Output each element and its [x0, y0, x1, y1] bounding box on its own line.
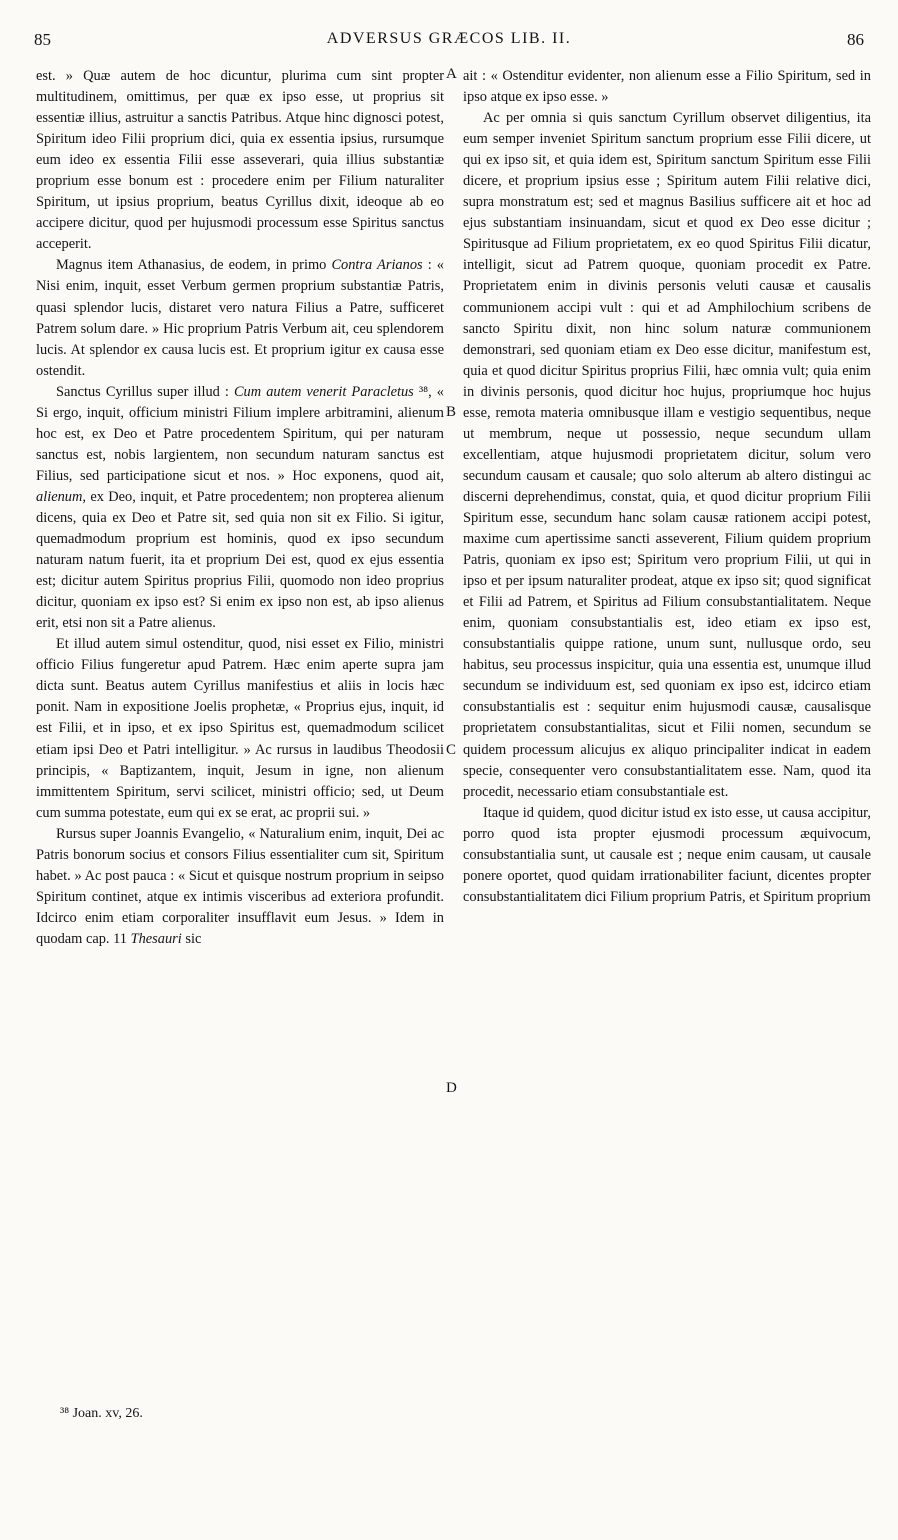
left-p3-text-c: , ex Deo, inquit, et Patre procedentem; non propterea alienum dicens, quia ex Deo et Patre sit, sed quia non sit ex Filio. Si igitur, quemadmodum proprium est hominis, quod ex ipso secundum naturam natum fuerit, ita et proprium Dei est, quod ex ejus essentia est; dicitur autem Spiritus proprius Filii, quomodo non ideo proprius dicitur, quoniam ex ipso est? Si enim ex ipso non est, ab ipso alienus erit, etsi non sit a Patre alienus.	[36, 488, 444, 632]
right-column	[463, 66, 871, 908]
right-paragraph-2: Ac per omnia si quis sanctum Cyrillum observet diligentius, ita eum semper inveniet Spiritum sanctum proprium esse Filii dicere, ut qui ex ipso sit, et quia idem est, Spiritum sanctum Spiritum esse Filii dicere, et proprium ipsius esse ; Spiritum autem Filii relative dici, supra monstratum est; sed et magnus Basilius sufficere ait et hoc ad ejus substantiam insinuandam, sicut et quod ex Deo esse dicitur ; Spiritusque ad Filium proprietatem, ex eo quod Spiritus Filii dicatur, intelligit, sicut ad Patrem quoque, quoniam procedit ex Patre. Proprietatem enim in divinis personis veluti causæ et causalis communionem accipi vult : qui et ad Amphilochium scribens de sancto Spiritu dixit, non hinc solum naturæ communionem demonstrari, sed quoniam etiam ex Deo esse dicitur, manifestum est, quia et quod dicitur Spiritus proprius Filii, hæc omnia vult; quia enim in divinis personis, quod dicitur hoc hujus, propriumque hoc hujus esse, remota materia omnibusque illam e vestigio sequentibus, neque ut membrum, neque ut possessio, neque secundum ullam excellentiam, atque hujusmodi proprietatem dicitur, solum vero secundum causam et causale; quo solo alterum ab altero distingui ac discerni deprehendimus, constat, quia, et quod dicitur proprium Filii Spiritum esse, secundum hanc solam causæ rationem accipi potest, maxime cum apertissime sancti asseverent, Filium quidem proprium Patris, quoniam ex ipso est; Spiritum vero proprium Filii, ut qui in ipso et per ipsum naturaliter prodeat, atque ex ipso sit; quod significat et Filii ad Patrem, et Spiritus ad Filium consubstantialitatem. Neque enim, quoniam consubstantialis est, ideo etiam ex ipso est, consubstantialis quippe ratione, unum sunt, nullusque ordo, seu habitus, seu processus inspicitur, quia una essentia est, unumque illud secundum se individuum est, sed quoniam ex ipso est, idcirco etiam consubstantialis est : sequitur enim hujusmodi causæ, causalisque proprietatem consubstantialitas, sicut et Filii nomen, secundum se quidem processum alicujus ex aliquo principaliter indicat in eadem specie, consequenter vero consubstantialitatem esse. Nam, quod ita procedit, necessario etiam consubstantiale est.	[463, 110, 871, 800]
left-p5-text-a: Rursus super Joannis Evangelio, « Naturalium enim, inquit, Dei ac Patris bonorum socius et consors Filius essentialiter cum sit, Spiritum habet. » Ac post pauca : « Sicut et quisque nostrum proprium in seipso Spiritum continet, atque ex intimis visceribus ad exteriora profundit. Idcirco enim etiam corporaliter insufflavit eum Jesus. » Idem in quodam cap. 11	[36, 825, 444, 947]
margin-marker-b: B	[446, 404, 457, 420]
page-number-right: 86	[847, 30, 864, 49]
left-p2-title: Contra Arianos	[331, 257, 423, 274]
left-p5-title: Thesauri	[130, 930, 182, 947]
left-p3-quote: Cum autem venerit Paracletus	[233, 383, 414, 400]
left-paragraph-1: est. » Quæ autem de hoc dicuntur, plurima cum sint propter multitudinem, omittimus, per quæ ex ipso esse, ut proprius sit essentiæ illius, astruitur a sanctis Patribus. Atque hinc dignosci potest, Spiritum ideo Filii proprium dici, quia ex essentia ipsius, rursumque eum ideo ex essentia Filii esse asseverari, quia illius substantiæ proprium esse bonum est : procedere enim per Filium naturaliter Spiritum, ut ipsius proprium, beatus Cyrillus dixit, ideoque ab eo accipere dicitur, quod per hujusmodi processum esse Spiritus sanctus acceperit.	[36, 68, 444, 253]
left-column	[36, 66, 444, 950]
margin-marker-d: D	[446, 1080, 457, 1096]
left-p2-text-a: Magnus item Athanasius, de eodem, in primo	[56, 257, 332, 274]
margin-marker-a: A	[446, 66, 457, 82]
left-p3-word: alienum	[36, 488, 83, 505]
left-paragraph-2	[36, 255, 444, 381]
right-paragraph-3: Itaque id quidem, quod dicitur istud ex isto esse, ut causa accipitur, porro quod ista propter ejusmodi processum æquivocum, consubstantialia sunt, ut causale est ; neque enim causam, ut causale ponere oportet, quod quidam irrationabiliter faciunt, dicentes propter consubstantialitatem dici Filium proprium Patris, et Spiritum proprium	[463, 804, 871, 905]
page-number-left: 85	[34, 30, 51, 49]
footnote-ref: ³⁸	[413, 383, 429, 400]
left-p5-text-b: sic	[181, 930, 202, 947]
left-paragraph-4: Et illud autem simul ostenditur, quod, nisi esset ex Filio, ministri officio Filius fungeretur apud Patrem. Hæc enim aperte supra jam dicta sunt. Beatus autem Cyrillus manifestius et aliis in locis hæc ponit. Nam in expositione Joelis prophetæ, « Proprius ejus, inquit, id est Filii, et in ipso, et ex ipso Spiritus est, quemadmodum scilicet etiam ipsi Deo et Patri intelligitur. » Ac rursus in laudibus Theodosii principis, « Baptizantem, inquit, Jesum in igne, non alienum immittentem Spiritum, servi scilicet, ministri officio; sed, ut Deum cum summa potestate, eum qui ex se erat, ac proprii sui. »	[36, 636, 444, 821]
margin-marker-c: C	[446, 742, 457, 758]
running-title: ADVERSUS GRÆCOS LIB. II.	[326, 30, 572, 47]
page-header	[34, 30, 864, 54]
footnote: ³⁸ Joan. xv, 26.	[60, 1406, 143, 1421]
left-p3-text-a: Sanctus Cyrillus super illud :	[56, 383, 234, 400]
left-paragraph-3	[36, 382, 444, 635]
left-p3-text-b: , « Si ergo, inquit, officium ministri Filium implere arbitramini, alienum hoc est, ex Deo et Patre procedentem Spiritum, qui per naturam sanctus est, nobis largientem, non secundum naturam sanctus est Filius, sed participatione sicut et nos. » Hoc exponens, quod ait,	[36, 383, 444, 484]
right-paragraph-1: ait : « Ostenditur evidenter, non alienum esse a Filio Spiritum, sed in ipso atque ex ipso esse. »	[463, 68, 871, 106]
left-p2-text-b: : « Nisi enim, inquit, esset Verbum germen proprium substantiæ Patris, quasi splendor lucis, distaret vero natura Filius a Patre, sufficeret Patrem solum dare. » Hic proprium Patris Verbum ait, ceu splendorem lucis. At splendor ex causa lucis est. Et proprium igitur ex causa esse ostendit.	[36, 257, 444, 379]
left-paragraph-5	[36, 824, 444, 950]
